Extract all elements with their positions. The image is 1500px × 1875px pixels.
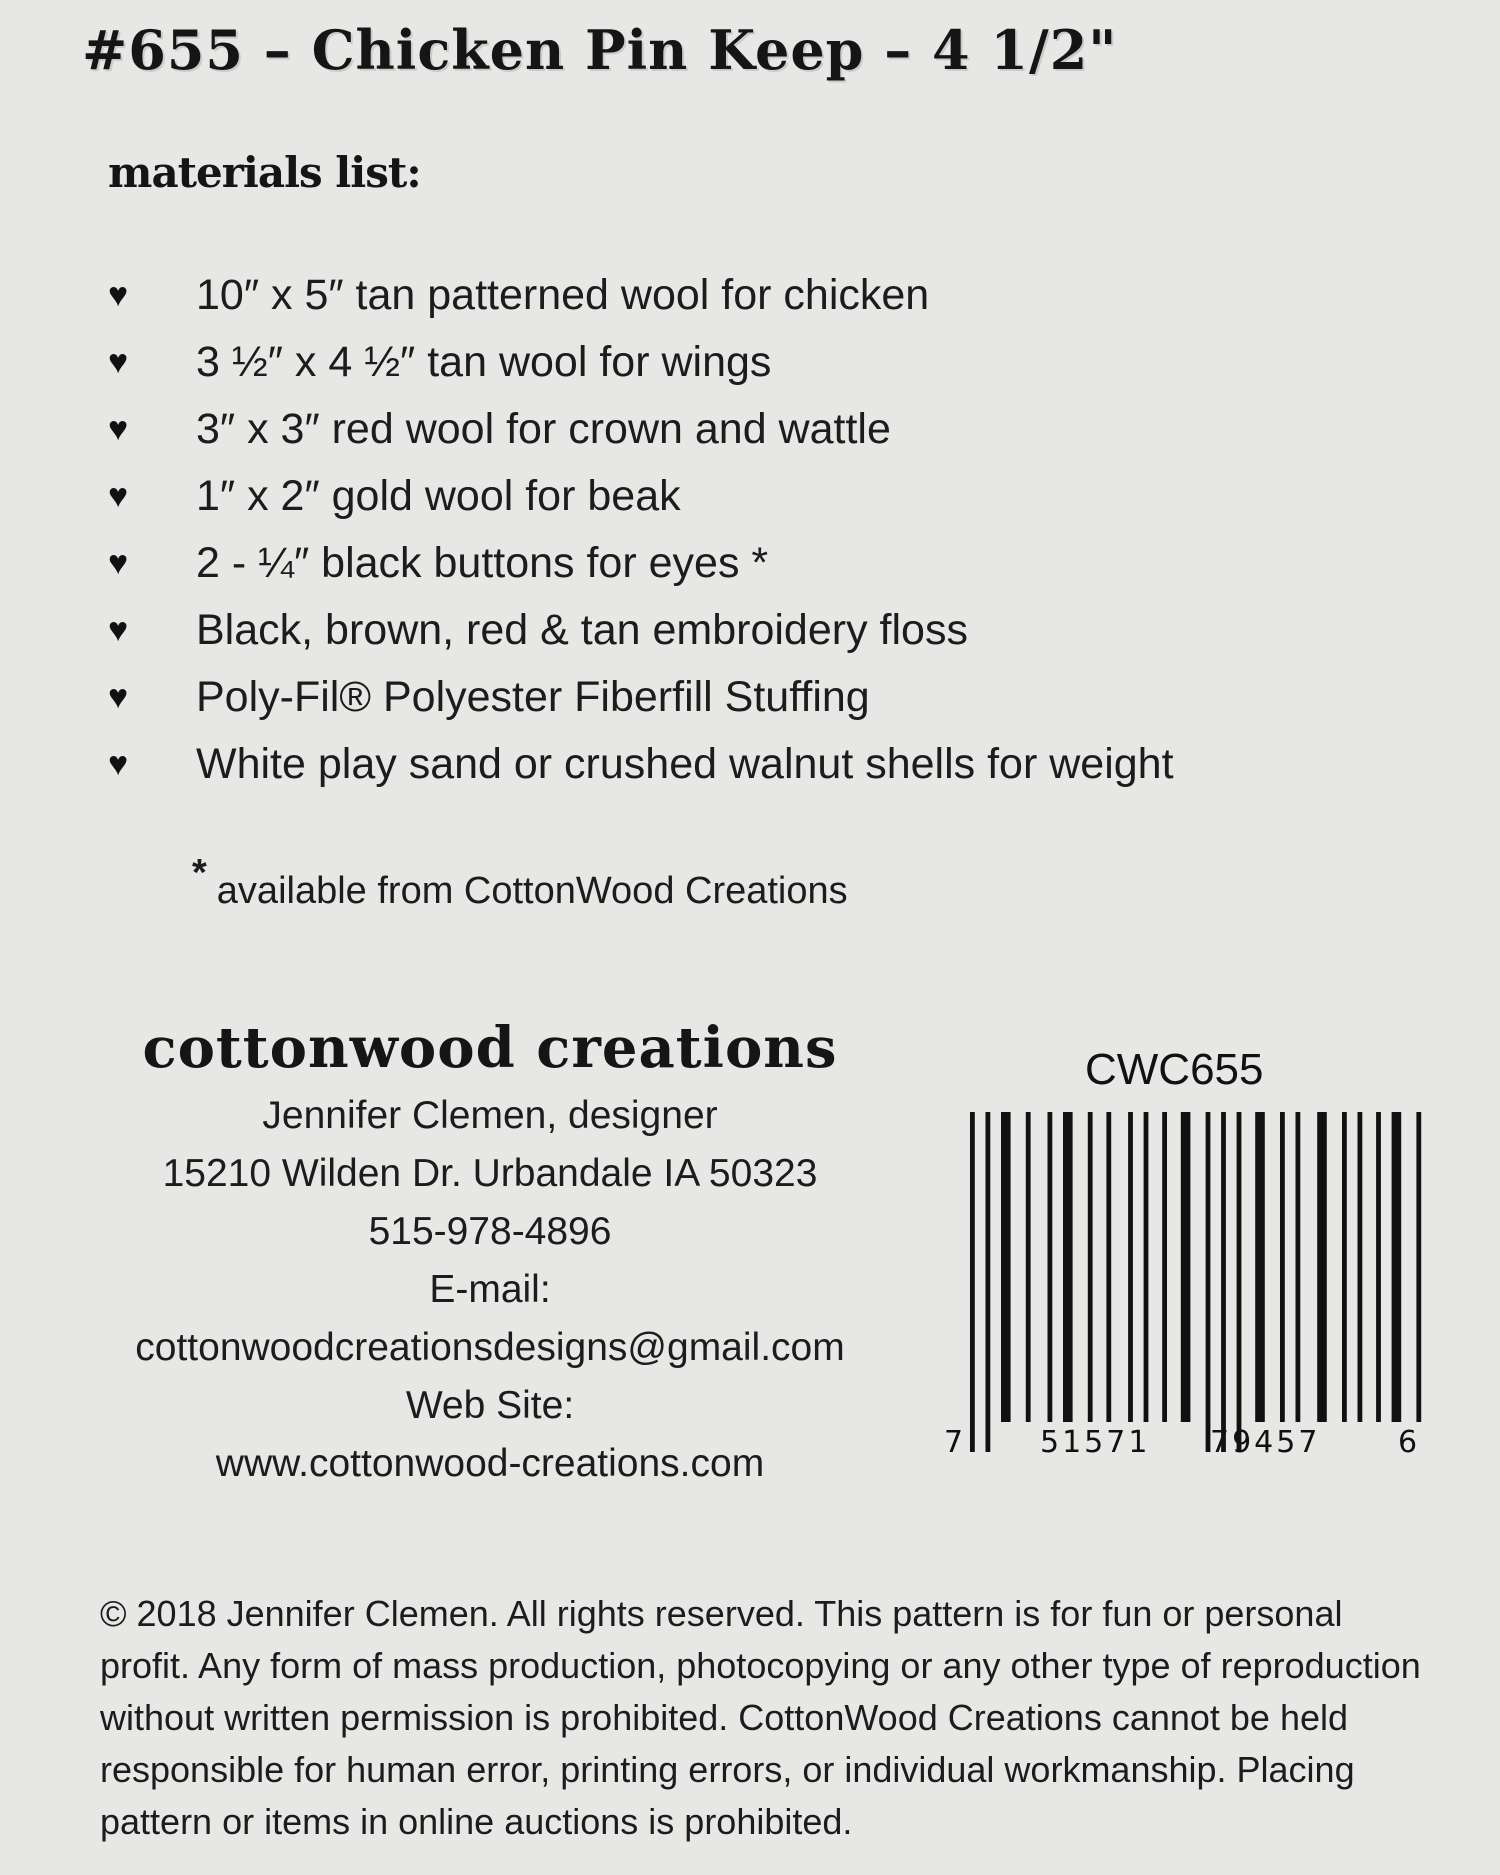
barcode-bar	[1063, 1112, 1073, 1422]
barcode-bar	[1206, 1112, 1211, 1452]
contact-block	[90, 1015, 890, 1493]
barcode-bar	[1416, 1112, 1421, 1422]
heart-icon: ♥	[108, 477, 129, 515]
barcode-bar	[1358, 1112, 1363, 1422]
list-item	[108, 262, 1174, 329]
barcode-bar	[1221, 1112, 1226, 1452]
material-text: Black, brown, red & tan embroidery floss	[196, 606, 968, 654]
list-item	[108, 396, 1174, 463]
material-text: 1″ x 2″ gold wool for beak	[196, 472, 681, 520]
copyright-notice: © 2018 Jennifer Clemen. All rights reserved. This pattern is for fun or personal profit. Any form of mass production, photocopying or any other type of reproduction without written permission is prohibited. CottonWood Creations cannot be held responsible for human error, printing errors, or individual workmanship. Placing pattern or items in online auctions is prohibited.	[100, 1593, 1421, 1842]
barcode-bar	[1106, 1112, 1111, 1422]
material-text: 3″ x 3″ red wool for crown and wattle	[196, 405, 891, 453]
barcode-bar	[1026, 1112, 1031, 1422]
barcode-icon	[930, 1100, 1430, 1470]
barcode-bar	[1296, 1112, 1301, 1422]
email-label: E-mail:	[429, 1268, 551, 1311]
material-text: 2 - ¼″ black buttons for eyes *	[196, 539, 769, 587]
list-item	[108, 731, 1174, 798]
list-item	[108, 664, 1174, 731]
barcode-digit-first: 7	[944, 1425, 964, 1460]
brand-name: cottonwood creations	[142, 1015, 838, 1081]
barcode-bar	[1317, 1112, 1327, 1422]
heart-icon: ♥	[108, 276, 129, 314]
barcode-sku: CWC655	[1085, 1045, 1264, 1094]
barcode-bar	[1001, 1112, 1011, 1422]
heart-icon: ♥	[108, 410, 129, 448]
barcode-digit-last: 6	[1398, 1425, 1418, 1460]
pattern-title: #655 – Chicken Pin Keep – 4 1/2"	[82, 18, 1118, 82]
material-text: 3 ½″ x 4 ½″ tan wool for wings	[196, 338, 772, 386]
list-item	[108, 530, 1174, 597]
heart-icon: ♥	[108, 678, 129, 716]
barcode-bar	[1255, 1112, 1265, 1422]
material-text: Poly-Fil® Polyester Fiberfill Stuffing	[196, 673, 870, 721]
barcode-bar	[1128, 1112, 1133, 1422]
list-item	[108, 463, 1174, 530]
barcode-bar	[1048, 1112, 1053, 1422]
footnote	[192, 852, 848, 913]
heart-icon: ♥	[108, 611, 129, 649]
barcode-bar	[986, 1112, 991, 1452]
heart-icon: ♥	[108, 745, 129, 783]
barcode-bar	[1088, 1112, 1093, 1422]
barcode-bar	[1280, 1112, 1285, 1422]
material-text: White play sand or crushed walnut shells for weight	[196, 740, 1174, 788]
heart-icon: ♥	[108, 544, 129, 582]
materials-heading: materials list:	[108, 148, 421, 197]
barcode-bar	[970, 1112, 975, 1452]
barcode-bar	[1181, 1112, 1191, 1422]
barcode-bar	[1162, 1112, 1167, 1422]
barcode-group-left: 51571	[1040, 1425, 1151, 1460]
materials-list	[108, 262, 1174, 798]
heart-icon: ♥	[108, 343, 129, 381]
barcode-bar	[1237, 1112, 1242, 1452]
phone-line: 515-978-4896	[368, 1210, 612, 1253]
email-address: cottonwoodcreationsdesigns@gmail.com	[135, 1326, 845, 1369]
web-label: Web Site:	[405, 1384, 575, 1427]
web-address: www.cottonwood-creations.com	[215, 1442, 765, 1485]
barcode-bar	[1342, 1112, 1347, 1422]
footnote-mark: *	[192, 852, 207, 894]
material-text: 10″ x 5″ tan patterned wool for chicken	[196, 271, 930, 319]
barcode-bar	[1144, 1112, 1149, 1422]
list-item	[108, 597, 1174, 664]
list-item	[108, 329, 1174, 396]
address-line: 15210 Wilden Dr. Urbandale IA 50323	[162, 1152, 818, 1195]
barcode-bar	[1376, 1112, 1381, 1422]
designer-line: Jennifer Clemen, designer	[262, 1094, 718, 1137]
barcode-bar	[1392, 1112, 1402, 1422]
footnote-text: available from CottonWood Creations	[216, 870, 848, 912]
barcode-group-right: 79457	[1210, 1425, 1321, 1460]
